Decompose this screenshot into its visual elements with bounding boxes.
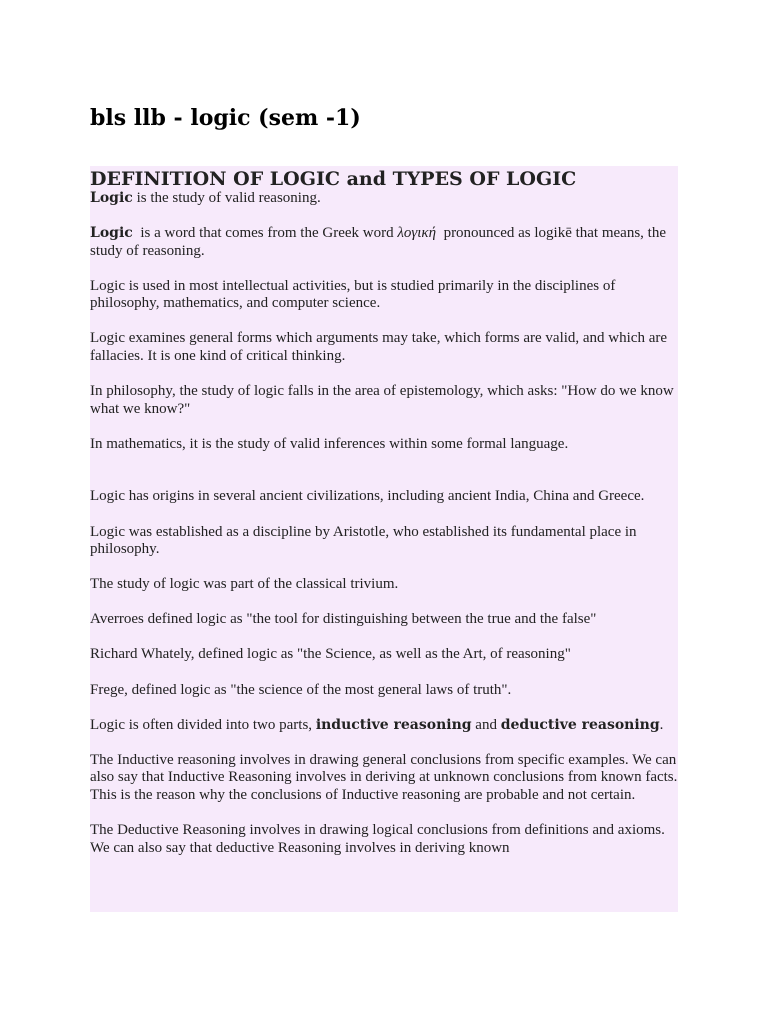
paragraph-text: is the study of valid reasoning.	[132, 190, 321, 206]
bold-term-inductive: inductive reasoning	[315, 716, 472, 733]
paragraph-text: and	[471, 716, 501, 733]
paragraph-deductive: The Deductive Reasoning involves in drawing logical conclusions from definitions and axioms. We can also say that deductive Reasoning involves in deriving known	[90, 821, 673, 856]
document-content	[90, 166, 678, 912]
paragraph-definition	[90, 190, 678, 208]
paragraph-aristotle: Logic was established as a discipline by Aristotle, who established its fundamental place in philosophy.	[90, 523, 637, 558]
paragraph-divisions	[90, 717, 678, 735]
paragraph-philosophy: In philosophy, the study of logic falls in the area of epistemology, which asks: "How do we know what we know?"	[90, 383, 674, 417]
bold-term-logic: Logic	[90, 190, 133, 206]
paragraph-origins: Logic has origins in several ancient civilizations, including ancient India, China and Greece.	[90, 488, 645, 505]
paragraph-text: is a word that comes from the Greek word	[132, 225, 398, 242]
greek-word: λογική	[397, 225, 437, 242]
paragraph-etymology	[90, 225, 678, 260]
section-heading: DEFINITION OF LOGIC and TYPES OF LOGIC	[90, 168, 577, 190]
paragraph-trivium: The study of logic was part of the classical trivium.	[90, 576, 399, 593]
paragraph-mathematics: In mathematics, it is the study of valid inferences within some formal language.	[90, 435, 569, 452]
paragraph-whately: Richard Whately, defined logic as "the Science, as well as the Art, of reasoning"	[90, 646, 571, 663]
paragraph-frege: Frege, defined logic as "the science of the most general laws of truth".	[90, 681, 512, 698]
paragraph-text: .	[659, 716, 664, 733]
bold-term-deductive: deductive reasoning	[500, 716, 660, 733]
paragraph-text: pronounced as logikē that means, the study of reasoning.	[90, 225, 670, 259]
bold-term-logic: Logic	[90, 225, 133, 242]
paragraph-disciplines: Logic is used in most intellectual activities, but is studied primarily in the disciplines of philosophy, mathematics, and computer science.	[90, 277, 616, 312]
paragraph-inductive: The Inductive reasoning involves in drawing general conclusions from specific examples. We can also say that Inductive Reasoning involves in deriving at unknown conclusions from known facts. This is the reason why the conclusions of Inductive reasoning are probable and not certain.	[90, 751, 678, 803]
paragraph-text: Logic is often divided into two parts,	[90, 716, 316, 733]
paragraph-forms: Logic examines general forms which arguments may take, which forms are valid, and which are fallacies. It is one kind of critical thinking.	[90, 330, 668, 365]
paragraph-averroes: Averroes defined logic as "the tool for distinguishing between the true and the false"	[90, 611, 597, 628]
document-title: bls llb - logic (sem -1)	[90, 105, 361, 131]
